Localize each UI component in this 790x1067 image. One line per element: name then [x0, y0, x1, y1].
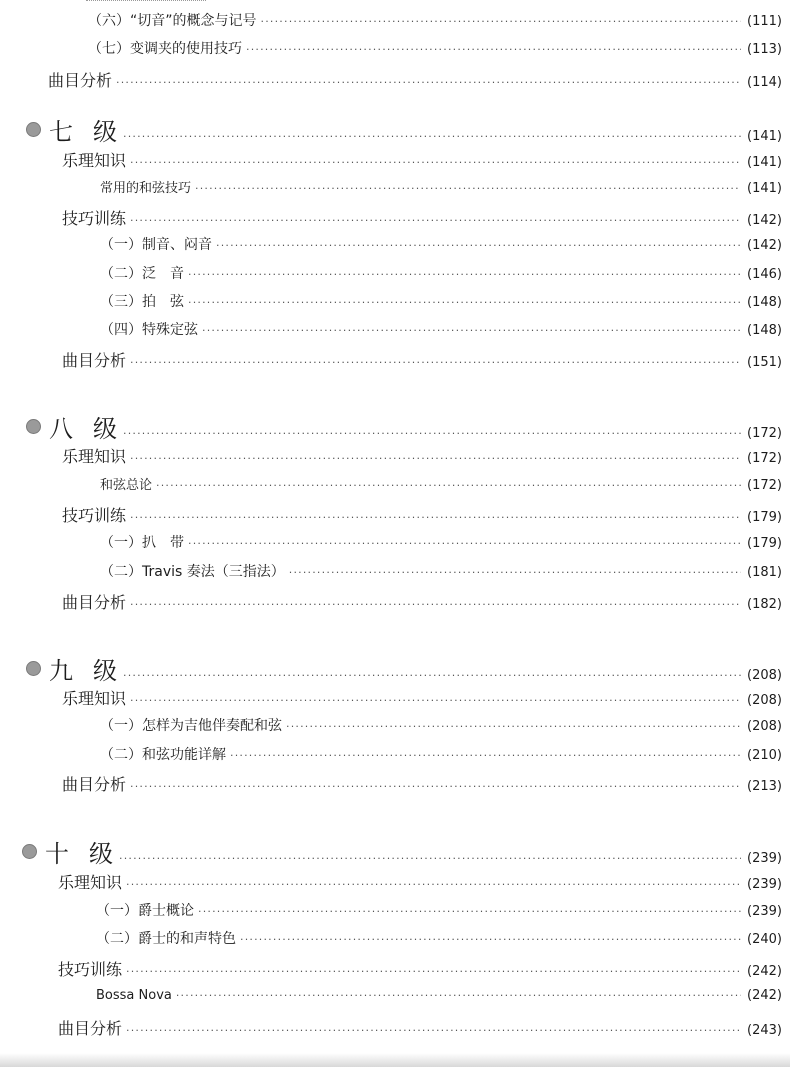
toc-entry-label: 技巧训练	[62, 209, 127, 228]
toc-entry-label: 技巧训练	[62, 506, 127, 525]
toc-entry[interactable]	[88, 38, 782, 58]
toc-entry-page: (179)	[747, 510, 782, 525]
dot-leader	[188, 296, 741, 309]
grade-title: 七 级	[26, 112, 119, 147]
toc-entry-page: (148)	[747, 295, 782, 310]
toc-entry[interactable]	[100, 532, 782, 552]
toc-entry-label: （二）泛 音	[100, 266, 184, 282]
toc-entry-page: (179)	[747, 536, 782, 551]
dot-leader	[126, 965, 741, 978]
toc-entry[interactable]	[62, 772, 782, 795]
toc-entry-page: (182)	[747, 597, 782, 612]
toc-entry-label: （一）扒 带	[100, 535, 184, 551]
toc-entry-page: (210)	[747, 748, 782, 763]
toc-entry[interactable]	[100, 177, 782, 196]
dot-leader	[130, 780, 741, 793]
toc-entry-page: (142)	[747, 213, 782, 228]
toc-entry[interactable]	[62, 206, 782, 229]
toc-entry[interactable]	[62, 444, 782, 467]
toc-entry-page: (141)	[747, 181, 782, 196]
dot-leader	[130, 511, 741, 524]
dot-leader	[261, 15, 742, 28]
toc-entry[interactable]	[58, 1016, 782, 1039]
dot-leader	[123, 427, 741, 440]
toc-entry-page: (113)	[747, 42, 782, 57]
toc-entry-page: (208)	[747, 719, 782, 734]
dot-leader	[116, 76, 741, 89]
toc-entry[interactable]	[100, 715, 782, 735]
dot-leader	[176, 989, 741, 1002]
toc-entry-page: (148)	[747, 323, 782, 338]
toc-entry-label: （二）Travis 奏法（三指法）	[100, 564, 285, 580]
cropped-previous-line	[86, 0, 206, 5]
grade-title: 八 级	[26, 409, 119, 444]
dot-leader	[130, 214, 741, 227]
toc-entry[interactable]	[96, 928, 782, 948]
toc-entry-label: （七）变调夹的使用技巧	[88, 41, 242, 57]
toc-entry[interactable]	[58, 870, 782, 893]
grade-heading-7[interactable]	[26, 112, 782, 147]
dot-leader	[130, 598, 741, 611]
toc-entry[interactable]	[100, 263, 782, 283]
dot-leader	[289, 566, 741, 579]
toc-entry-page: (181)	[747, 565, 782, 580]
dot-leader	[246, 43, 741, 56]
toc-entry[interactable]	[58, 957, 782, 980]
bullet-icon	[26, 419, 41, 434]
toc-entry-label: （二）和弦功能详解	[100, 747, 226, 763]
toc-entry-page: (242)	[747, 964, 782, 979]
dot-leader	[202, 324, 741, 337]
dot-leader	[126, 878, 741, 891]
dot-leader	[188, 268, 741, 281]
toc-entry-label: 乐理知识	[62, 151, 127, 170]
toc-entry-page: (114)	[747, 75, 782, 90]
toc-entry-label: （一）怎样为吉他伴奏配和弦	[100, 718, 282, 734]
dot-leader	[286, 720, 741, 733]
toc-entry-page: (111)	[747, 14, 782, 29]
toc-entry-page: (141)	[747, 129, 782, 144]
toc-entry[interactable]	[62, 148, 782, 171]
dot-leader	[123, 669, 741, 682]
page-bottom-shadow	[0, 1053, 790, 1067]
grade-heading-9[interactable]	[26, 651, 782, 686]
toc-entry[interactable]	[100, 291, 782, 311]
grade-title: 九 级	[26, 651, 119, 686]
dot-leader	[240, 933, 741, 946]
toc-entry[interactable]	[96, 900, 782, 920]
toc-entry-page: (172)	[747, 451, 782, 466]
toc-entry[interactable]	[100, 319, 782, 339]
toc-entry-page: (141)	[747, 155, 782, 170]
grade-heading-8[interactable]	[26, 409, 782, 444]
toc-entry-label: 曲目分析	[62, 351, 127, 370]
bullet-icon	[26, 122, 41, 137]
toc-entry-page: (239)	[747, 877, 782, 892]
toc-entry-page: (172)	[747, 478, 782, 493]
grade-heading-10[interactable]	[22, 834, 782, 869]
dot-leader	[195, 182, 741, 195]
dot-leader	[123, 130, 741, 143]
dot-leader	[230, 749, 741, 762]
toc-entry-label: 曲目分析	[48, 71, 113, 90]
toc-entry[interactable]	[100, 234, 782, 254]
dot-leader	[126, 1024, 741, 1037]
toc-entry-page: (172)	[747, 426, 782, 441]
toc-entry-page: (213)	[747, 779, 782, 794]
toc-entry[interactable]	[88, 10, 782, 30]
toc-entry-page: (208)	[747, 668, 782, 683]
bullet-icon	[26, 661, 41, 676]
toc-entry-label: 乐理知识	[62, 447, 127, 466]
toc-entry-label: 技巧训练	[58, 960, 123, 979]
dot-leader	[216, 239, 741, 252]
toc-entry-page: (142)	[747, 238, 782, 253]
toc-entry-page: (239)	[747, 904, 782, 919]
toc-entry-label: 乐理知识	[58, 873, 123, 892]
toc-entry[interactable]	[62, 503, 782, 526]
toc-entry-label: 乐理知识	[62, 689, 127, 708]
toc-entry[interactable]	[62, 348, 782, 371]
toc-entry-page: (243)	[747, 1023, 782, 1038]
toc-entry[interactable]	[100, 744, 782, 764]
toc-entry-label: 曲目分析	[62, 775, 127, 794]
toc-entry-label: （四）特殊定弦	[100, 322, 198, 338]
dot-leader	[130, 694, 741, 707]
dot-leader	[130, 452, 741, 465]
toc-entry[interactable]	[96, 988, 782, 1003]
toc-entry-label: （三）拍 弦	[100, 294, 184, 310]
toc-entry-page: (208)	[747, 693, 782, 708]
toc-entry-label: 和弦总论	[100, 478, 153, 493]
dot-leader	[188, 537, 741, 550]
toc-entry-label: （六）“切音”的概念与记号	[88, 13, 257, 29]
dot-leader	[130, 156, 741, 169]
toc-entry-page: (242)	[747, 988, 782, 1003]
toc-entry-label: （一）制音、闷音	[100, 237, 212, 253]
toc-entry[interactable]	[62, 686, 782, 709]
toc-entry[interactable]	[62, 590, 782, 613]
dot-leader	[156, 479, 741, 492]
toc-entry[interactable]	[100, 474, 782, 493]
toc-entry[interactable]	[48, 68, 782, 91]
toc-entry-label: （二）爵士的和声特色	[96, 931, 236, 947]
grade-title: 十 级	[22, 834, 115, 869]
toc-entry-label: Bossa Nova	[96, 988, 172, 1003]
toc-entry-label: 曲目分析	[58, 1019, 123, 1038]
toc-entry-label: 曲目分析	[62, 593, 127, 612]
toc-entry-page: (151)	[747, 355, 782, 370]
toc-entry-page: (146)	[747, 267, 782, 282]
bullet-icon	[22, 844, 37, 859]
dot-leader	[198, 905, 741, 918]
toc-entry-page: (239)	[747, 851, 782, 866]
toc-entry-page: (240)	[747, 932, 782, 947]
dot-leader	[119, 852, 741, 865]
toc-entry-label: 常用的和弦技巧	[100, 181, 192, 196]
dot-leader	[130, 356, 741, 369]
toc-entry-label: （一）爵士概论	[96, 903, 194, 919]
toc-entry[interactable]	[100, 561, 782, 581]
